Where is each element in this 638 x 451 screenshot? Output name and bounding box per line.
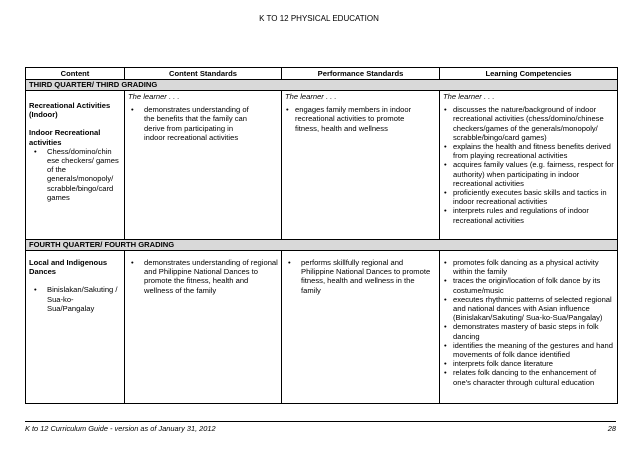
list-item: • discusses the nature/background of indoor recreational activities (chess/domino/chinese checkers/games of the generals/monopoly/ scrabble/bingo/card games) (443, 105, 614, 142)
performance-standards-cell-q3 (281, 91, 439, 239)
performance-standards-cell-q4 (281, 251, 439, 403)
list-item: • Chess/domino/chin ese checkers/ games of the generals/monopoly/ scrabble/bingo/card games (33, 147, 121, 202)
learner-lead: The learner . . . (285, 92, 337, 101)
column-header-content-standards: Content Standards (124, 68, 281, 79)
quarter-label-third: THIRD QUARTER/ THIRD GRADING (26, 80, 617, 90)
content-cell-q4 (26, 251, 124, 403)
curriculum-table (25, 67, 618, 404)
quarter-row-fourth (26, 239, 617, 250)
learner-lead: The learner . . . (128, 92, 180, 101)
column-header-learning-competencies: Learning Competencies (439, 68, 617, 79)
list-item: • explains the health and fitness benefits derived from playing recreational activities (443, 142, 614, 160)
table-row-fourth-quarter (26, 250, 617, 403)
content-cell-q3 (26, 91, 124, 239)
page-header-title: K TO 12 PHYSICAL EDUCATION (259, 14, 379, 23)
content-title-recreational: Recreational Activities (29, 101, 111, 110)
footer-divider (25, 421, 616, 422)
content-title-dances: Dances (29, 267, 57, 277)
list-item: • traces the origin/location of folk dance by its costume/music (443, 276, 614, 294)
list-item: • interprets folk dance literature (443, 359, 614, 368)
column-header-performance-standards: Performance Standards (281, 68, 439, 79)
column-header-content: Content (60, 69, 90, 78)
footer-page-number: 28 (607, 424, 616, 433)
list-item: • promotes folk dancing as a physical activity within the family (443, 258, 614, 276)
content-standards-cell-q3 (124, 91, 281, 239)
competencies-cell-q3 (439, 91, 617, 239)
list-item: • demonstrates mastery of basic steps in folk dancing (443, 322, 614, 340)
footer-version: K to 12 Curriculum Guide - version as of January 31, 2012 (25, 424, 216, 433)
list-item: • engages family members in indoor recreational activities to promote fitness, health and wellness (285, 105, 426, 133)
list-item: • relates folk dancing to the enhancement of one's character through cultural education (443, 368, 614, 386)
list-item: • executes rhythmic patterns of selected regional and national dances with Asian influence (Binislakan/Sakuting/ Sua-ko-Sua/Pangalay) (443, 295, 614, 323)
list-item: • acquires family values (e.g. fairness, respect for authority) when participating in indoor recreational activities (443, 160, 614, 188)
learner-lead: The learner . . . (443, 92, 495, 101)
list-item: • demonstrates understanding of regional and Philippine National Dances to promote the fitness, health and wellness of the family (128, 258, 278, 295)
list-item: • identifies the meaning of the gestures and hand movements of folk dance identified (443, 341, 614, 359)
competencies-cell-q4 (439, 251, 617, 403)
list-item: • proficiently executes basic skills and tactics in indoor recreational activities (443, 188, 614, 206)
list-item: • interprets rules and regulations of indoor recreational activities (443, 206, 614, 224)
list-item: • Binislakan/Sakuting / Sua-ko- Sua/Pangalay (33, 285, 121, 313)
quarter-row-third (26, 79, 617, 90)
content-title-indoor-recreational: Indoor Recreational (29, 128, 101, 138)
quarter-label-fourth: FOURTH QUARTER/ FOURTH GRADING (26, 240, 617, 250)
content-title-activities: activities (29, 137, 62, 147)
table-row-third-quarter (26, 90, 617, 239)
list-item: • performs skillfully regional and Philippine National Dances to promote fitness, health and wellness in the family (285, 258, 436, 295)
content-standards-cell-q4 (124, 251, 281, 403)
list-item: • demonstrates understanding of the benefits that the family can derive from participating in indoor recreational activities (128, 105, 256, 142)
content-title-indoor: (Indoor) (29, 110, 58, 120)
content-title-local-indigenous: Local and Indigenous (29, 258, 108, 267)
table-header-row (26, 68, 617, 79)
